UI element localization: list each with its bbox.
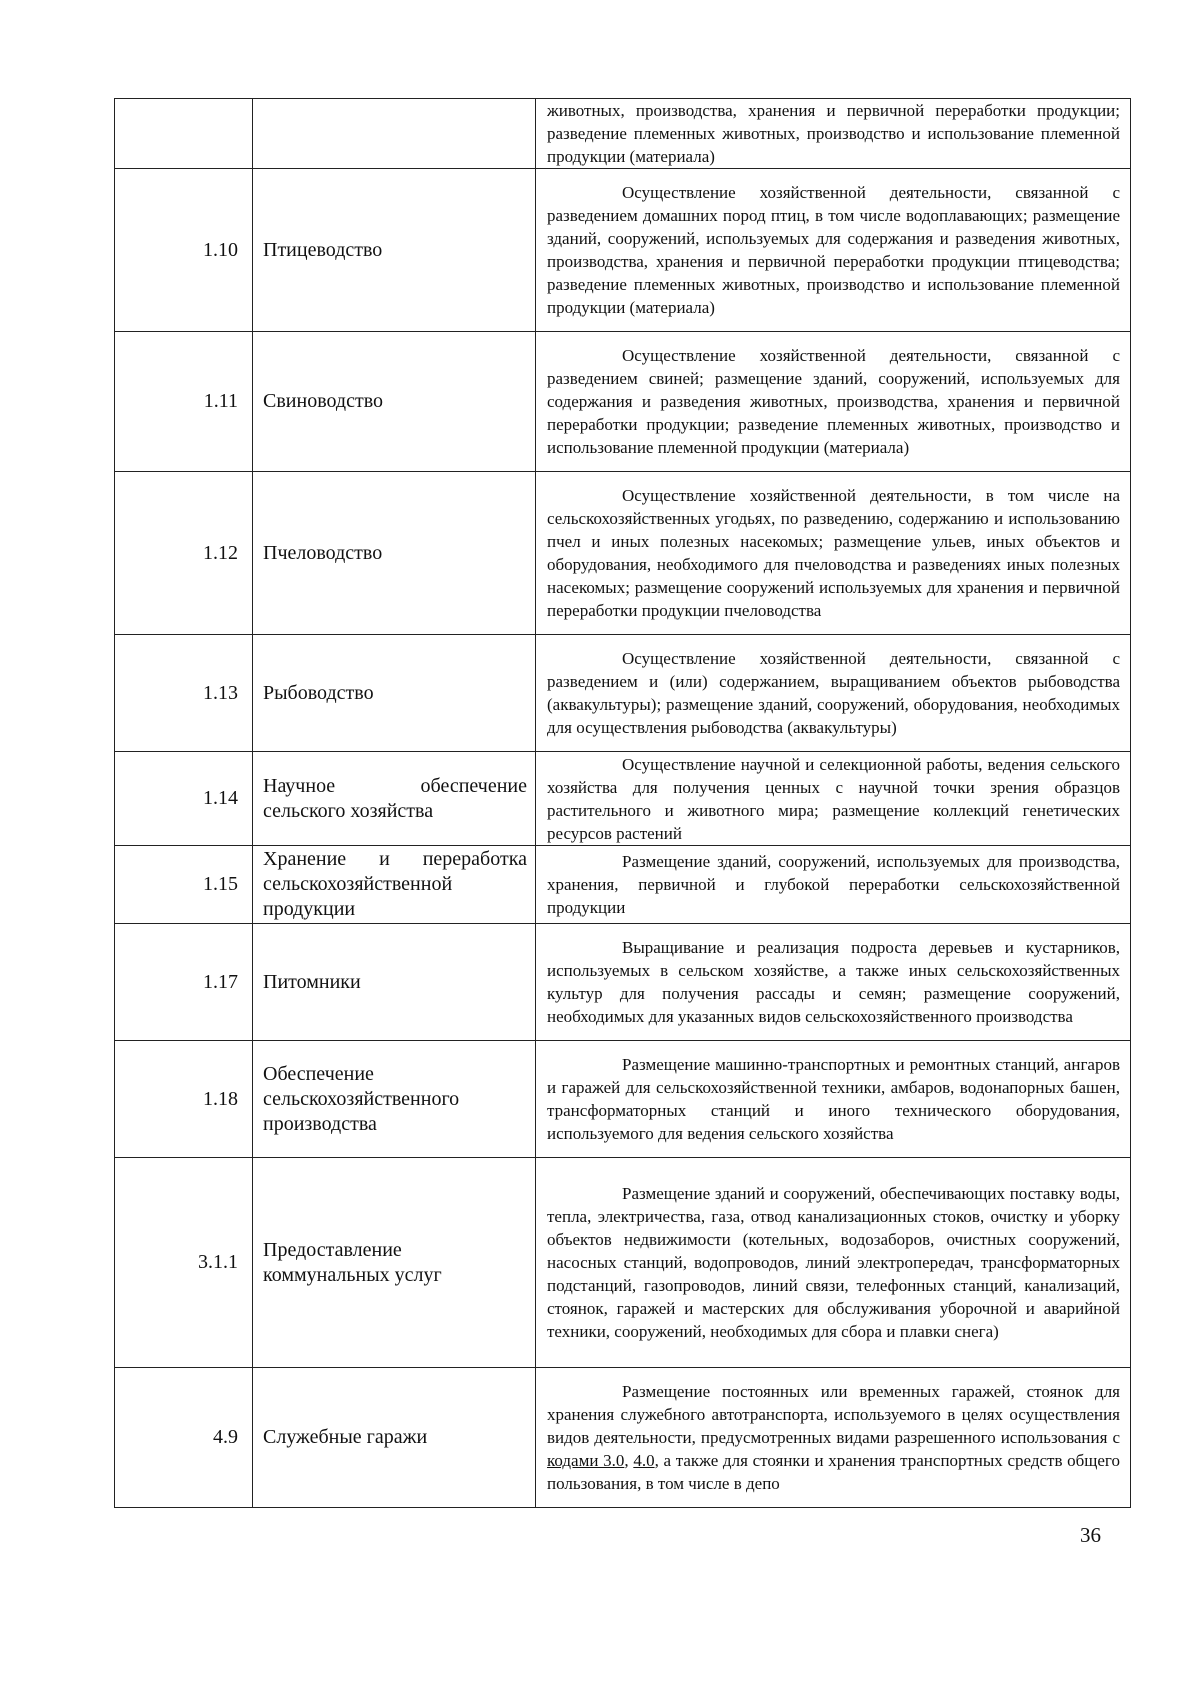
row-description-text: животных, производства, хранения и первичной переработки продукции; разведение племенных животных, производство и использование племенной продукции (материала) [547,101,1120,166]
row-description-text: Размещение машинно-транспортных и ремонтных станций, ангаров и гаражей для сельскохозяйственной техники, амбаров, водонапорных башен, трансформаторных станций и иного технического оборудования, используемого для ведения сельского хозяйства [547,1055,1120,1143]
row-name [253,99,536,169]
row-code: 3.1.1 [115,1158,253,1368]
table-row [115,1158,1131,1368]
row-name: Птицеводство [253,169,536,332]
row-description [536,472,1131,635]
code-link[interactable]: 4.0 [633,1451,655,1470]
row-code [115,99,253,169]
row-name: Питомники [253,924,536,1041]
row-description [536,1041,1131,1158]
row-description [536,332,1131,472]
row-name: Служебные гаражи [253,1368,536,1508]
codes-link[interactable]: кодами 3.0 [547,1451,625,1470]
row-description-text: Осуществление хозяйственной деятельности, связанной с разведением и (или) содержанием, выращиванием объектов рыбоводства (аквакультуры); размещение зданий, сооружений, оборудования, необходимых для осуществления рыбоводства (аквакультуры) [547,649,1120,737]
table-row [115,1041,1131,1158]
table-row [115,1368,1131,1508]
row-description-text: Размещение зданий, сооружений, используемых для производства, хранения, первичной и глубокой переработки сельскохозяйственной продукции [547,852,1120,917]
row-description-text: Осуществление научной и селекционной работы, ведения сельского хозяйства для получения ценных с научной точки зрения образцов растительного и животного мира; размещение коллекций генетических ресурсов растений [547,754,1120,843]
table-row [115,635,1131,752]
table-row [115,752,1131,846]
row-code: 1.10 [115,169,253,332]
row-description [536,752,1131,846]
row-description-text: Размещение зданий и сооружений, обеспечивающих поставку воды, тепла, электричества, газа, отвод канализационных стоков, очистку и уборку объектов недвижимости (котельных, водозаборов, очистных сооружений, насосных станций, водопроводов, линий электропередач, трансформаторных подстанций, газопроводов, линий связи, телефонных станций, канализаций, стоянок, гаражей и мастерских для обслуживания уборочной и аварийной техники, сооружений, необходимых для сбора и плавки снега) [547,1184,1120,1341]
row-name: Предоставление коммунальных услуг [253,1158,536,1368]
row-name: Свиноводство [253,332,536,472]
row-description-text [547,1380,1120,1495]
description-text-after: , а также для стоянки и хранения транспортных средств общего пользования, в том числе в депо [547,1451,1120,1493]
row-description-text: Осуществление хозяйственной деятельности, связанной с разведением свиней; размещение зданий, сооружений, используемых для содержания и разведения животных, производства, хранения и первичной переработки продукции; разведение племенных животных, производство и использование племенной продукции (материала) [547,346,1120,457]
table-row [115,169,1131,332]
row-description-text: Осуществление хозяйственной деятельности, связанной с разведением домашних пород птиц, в том числе водоплавающих; размещение зданий, сооружений, используемых для содержания и разведения животных, производства, хранения и первичной переработки продукции птицеводства; разведение племенных животных, производство и использование племенной продукции (материала) [547,183,1120,317]
row-description [536,846,1131,924]
description-text-before: Размещение постоянных или временных гаражей, стоянок для хранения служебного автотранспорта, используемого в целях осуществления видов деятельности, предусмотренных видами разрешенного использования с [547,1382,1120,1447]
table-row [115,99,1131,169]
row-code: 1.13 [115,635,253,752]
row-code: 1.18 [115,1041,253,1158]
row-description [536,635,1131,752]
table-row [115,924,1131,1041]
row-code: 1.14 [115,752,253,846]
row-description [536,99,1131,169]
row-description [536,169,1131,332]
row-description-text: Выращивание и реализация подроста деревьев и кустарников, используемых в сельском хозяйстве, а также иных сельскохозяйственных культур для получения рассады и семян; размещение сооружений, необходимых для указанных видов сельскохозяйственного производства [547,938,1120,1026]
row-name: Обеспечение сельскохозяйственного производства [253,1041,536,1158]
row-name: Пчеловодство [253,472,536,635]
row-code: 1.11 [115,332,253,472]
row-name: Научное обеспечение сельского хозяйства [253,752,536,846]
link-separator: , [624,1451,634,1470]
row-name: Хранение и переработка сельскохозяйственной продукции [253,846,536,924]
row-description-text: Осуществление хозяйственной деятельности, в том числе на сельскохозяйственных угодьях, по разведению, содержанию и использованию пчел и иных полезных насекомых; размещение ульев, иных объектов и оборудования, необходимого для пчеловодства и разведениях иных полезных насекомых; размещение сооружений используемых для хранения и первичной переработки продукции пчеловодства [547,486,1120,620]
page-number: 36 [1080,1523,1101,1547]
table-row [115,332,1131,472]
row-name: Рыбоводство [253,635,536,752]
row-code: 1.17 [115,924,253,1041]
row-description [536,1158,1131,1368]
row-code: 1.15 [115,846,253,924]
row-code: 4.9 [115,1368,253,1508]
row-description [536,924,1131,1041]
table-row [115,472,1131,635]
table-row [115,846,1131,924]
land-use-table [114,98,1131,1508]
row-description [536,1368,1131,1508]
row-code: 1.12 [115,472,253,635]
